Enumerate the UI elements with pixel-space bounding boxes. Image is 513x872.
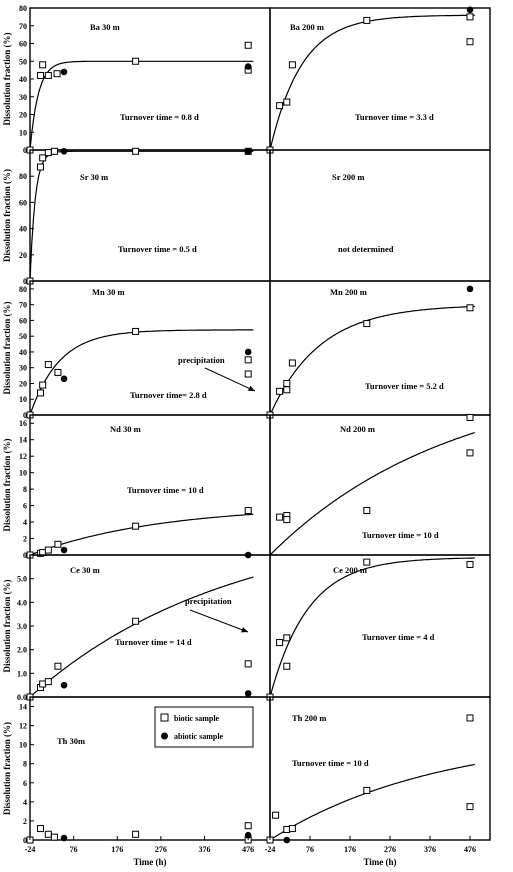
y-tick-label: 10: [19, 128, 27, 138]
x-tick-label: 276: [384, 845, 396, 854]
panel-mn-200-m: [267, 281, 490, 418]
panel-ce-200-m: [267, 555, 490, 700]
x-tick-label: -24: [264, 845, 276, 854]
panel-frame: [270, 555, 490, 697]
biotic-point: [40, 382, 46, 388]
y-tick-label: 14: [19, 702, 27, 712]
abiotic-point: [245, 349, 252, 356]
panel-frame: [270, 281, 490, 415]
precipitation-annotation: precipitation: [185, 596, 232, 606]
biotic-point: [133, 831, 139, 837]
y-tick-label: 1.0: [17, 669, 27, 679]
biotic-point: [364, 17, 370, 23]
biotic-point: [45, 831, 51, 837]
y-tick-label: 6: [23, 501, 27, 511]
legend-biotic-label: biotic sample: [174, 714, 220, 723]
panel-title: Nd 200 m: [340, 424, 375, 434]
y-axis-label: Dissolution fraction (%): [2, 722, 12, 815]
biotic-point: [45, 547, 51, 553]
y-tick-label: 20: [19, 110, 27, 120]
biotic-point: [37, 72, 43, 78]
abiotic-point: [61, 682, 68, 689]
biotic-point: [133, 58, 139, 64]
turnover-annotation: Turnover time = 4 d: [362, 632, 435, 642]
biotic-point: [289, 360, 295, 366]
y-tick-label: 70: [19, 21, 27, 31]
y-tick-label: 0: [23, 146, 27, 155]
legend-box: [155, 707, 253, 747]
y-tick-label: 40: [19, 75, 27, 84]
y-tick-label: 80: [19, 172, 27, 182]
y-axis-label: Dissolution fraction (%): [2, 438, 12, 532]
precipitation-arrow: [190, 610, 248, 632]
abiotic-point: [61, 69, 68, 76]
biotic-point: [51, 148, 57, 154]
y-tick-label: 12: [19, 721, 27, 731]
biotic-point: [37, 390, 43, 396]
biotic-point: [273, 812, 279, 818]
biotic-point: [45, 679, 51, 685]
fit-curve: [270, 765, 475, 841]
y-tick-label: 50: [19, 332, 27, 342]
panel-frame: [30, 555, 270, 697]
biotic-point: [51, 834, 57, 840]
biotic-point: [277, 640, 283, 646]
y-tick-label: 50: [19, 57, 27, 67]
x-tick-label: 176: [111, 845, 124, 854]
y-tick-label: 20: [19, 250, 27, 260]
biotic-point: [245, 661, 251, 667]
biotic-point: [467, 305, 473, 311]
biotic-point: [284, 99, 290, 105]
precipitation-annotation: precipitation: [178, 355, 225, 365]
x-tick-label: 476: [464, 845, 476, 854]
y-axis-label: Dissolution fraction (%): [2, 32, 12, 126]
legend: [155, 707, 253, 747]
turnover-annotation: Turnover time = 0.8 d: [120, 112, 199, 122]
fit-curve: [270, 15, 475, 150]
panel-sr-30-m: [19, 148, 270, 286]
biotic-point: [284, 663, 290, 669]
biotic-point: [40, 62, 46, 68]
y-axis-label: Dissolution fraction (%): [2, 169, 12, 262]
y-tick-label: 30: [19, 92, 27, 102]
x-axis-label: Time (h): [363, 857, 397, 867]
y-tick-label: 16: [19, 419, 27, 429]
y-tick-label: 70: [19, 300, 27, 310]
abiotic-point: [61, 148, 68, 155]
y-tick-label: 5.0: [17, 574, 27, 584]
biotic-point: [45, 150, 51, 156]
turnover-annotation: Turnover time = 10 d: [362, 530, 439, 540]
biotic-point: [133, 618, 139, 624]
biotic-point: [55, 663, 61, 669]
y-tick-label: 0: [23, 836, 27, 845]
biotic-point: [37, 826, 43, 832]
x-tick-label: 476: [242, 845, 255, 854]
y-tick-label: 60: [19, 316, 27, 326]
turnover-annotation: Turnover time = 0.5 d: [118, 244, 197, 254]
panel-ba-200-m: [267, 6, 490, 153]
panel-nd-30-m: [19, 415, 270, 560]
panel-mn-30-m: [19, 281, 270, 420]
x-tick-label: 176: [344, 845, 356, 854]
biotic-point: [277, 388, 283, 394]
biotic-point: [284, 387, 290, 393]
biotic-point: [277, 103, 283, 109]
y-axis-label: Dissolution fraction (%): [2, 301, 12, 395]
panel-frame: [30, 150, 270, 281]
biotic-point: [467, 715, 473, 721]
turnover-annotation: Turnover time= 2.8 d: [130, 390, 207, 400]
biotic-point: [289, 826, 295, 832]
y-tick-label: 10: [19, 395, 27, 405]
turnover-annotation: Turnover time = 10 d: [292, 758, 369, 768]
biotic-point: [55, 541, 61, 547]
panel-frame: [30, 8, 270, 150]
arrow-head: [241, 627, 248, 632]
y-tick-label: 4: [23, 518, 27, 528]
x-tick-label: -24: [24, 845, 36, 854]
y-tick-label: 2: [23, 816, 27, 826]
biotic-point: [289, 62, 295, 68]
y-tick-label: 60: [19, 39, 27, 49]
biotic-point: [284, 517, 290, 523]
abiotic-point: [245, 63, 252, 70]
y-tick-label: 10: [19, 468, 27, 478]
y-tick-label: 14: [19, 435, 27, 445]
panel-sr-200-m: [270, 150, 490, 281]
y-tick-label: 30: [19, 363, 27, 373]
y-tick-label: 0: [23, 411, 27, 420]
y-tick-label: 4.0: [17, 598, 27, 608]
biotic-point: [245, 508, 251, 514]
biotic-point: [40, 155, 46, 161]
biotic-point: [37, 164, 43, 170]
biotic-point: [364, 508, 370, 514]
turnover-annotation: Turnover time = 3.3 d: [355, 112, 434, 122]
biotic-point: [284, 635, 290, 641]
biotic-point: [45, 72, 51, 78]
y-tick-label: 3.0: [17, 622, 27, 631]
y-tick-label: 2.0: [17, 645, 27, 655]
panel-title: Th 30m: [57, 736, 86, 746]
y-tick-label: 80: [19, 284, 27, 294]
biotic-point: [467, 804, 473, 810]
biotic-point: [40, 681, 46, 687]
biotic-point: [45, 362, 51, 368]
y-tick-label: 0: [23, 551, 27, 560]
panel-title: Mn 30 m: [92, 287, 125, 297]
turnover-annotation: not determined: [338, 244, 394, 254]
abiotic-point: [284, 837, 291, 844]
panel-title: Sr 200 m: [332, 172, 365, 182]
panel-title: Ba 30 m: [90, 22, 120, 32]
panel-frame: [270, 150, 490, 281]
biotic-point: [467, 14, 473, 20]
y-tick-label: 12: [19, 452, 27, 462]
biotic-point: [133, 148, 139, 154]
x-tick-label: 76: [306, 845, 314, 854]
panel-title: Nd 30 m: [110, 424, 141, 434]
panel-title: Ce 200 m: [333, 565, 367, 575]
fit-curve: [30, 151, 253, 281]
x-tick-label: 76: [69, 845, 78, 854]
biotic-point: [245, 371, 251, 377]
panel-title: Ba 200 m: [290, 22, 324, 32]
biotic-point: [54, 71, 60, 77]
y-tick-label: 40: [19, 347, 27, 357]
biotic-point: [133, 328, 139, 334]
biotic-point: [284, 380, 290, 386]
abiotic-point: [245, 690, 252, 697]
x-tick-label: 376: [424, 845, 436, 854]
y-tick-label: 20: [19, 379, 27, 389]
x-tick-label: 376: [198, 845, 211, 854]
abiotic-point: [61, 375, 68, 382]
y-tick-label: 0.0: [17, 693, 27, 702]
biotic-point: [467, 450, 473, 456]
y-tick-label: 40: [19, 224, 27, 234]
x-tick-label: 276: [154, 845, 167, 854]
panel-title: Mn 200 m: [330, 287, 367, 297]
biotic-point: [364, 321, 370, 327]
abiotic-point: [245, 148, 252, 155]
turnover-annotation: Turnover time = 10 d: [127, 485, 204, 495]
turnover-annotation: Turnover time = 5.2 d: [365, 381, 444, 391]
panel-th-200-m: [267, 697, 490, 843]
fit-curve: [30, 330, 253, 415]
abiotic-point: [61, 547, 68, 554]
panel-title: Th 200 m: [292, 713, 327, 723]
biotic-point: [245, 357, 251, 363]
biotic-point: [55, 369, 61, 375]
biotic-point: [467, 414, 473, 420]
panel-ce-30-m: [17, 555, 270, 702]
biotic-point: [467, 561, 473, 567]
panel-title: Ce 30 m: [70, 565, 100, 575]
abiotic-point: [467, 286, 474, 293]
biotic-point: [245, 823, 251, 829]
biotic-point: [277, 514, 283, 520]
panel-title: Sr 30 m: [80, 172, 109, 182]
legend-abiotic-marker: [161, 733, 168, 740]
abiotic-point: [467, 6, 474, 13]
biotic-point: [364, 787, 370, 793]
y-tick-label: 8: [23, 759, 27, 769]
y-axis-label: Dissolution fraction (%): [2, 579, 12, 673]
biotic-point: [467, 39, 473, 45]
y-tick-label: 2: [23, 534, 27, 544]
y-tick-label: 80: [19, 4, 27, 13]
y-tick-label: 60: [19, 198, 27, 208]
turnover-annotation: Turnover time = 14 d: [115, 637, 192, 647]
fit-curve: [270, 307, 475, 416]
legend-biotic-marker: [161, 714, 168, 721]
biotic-point: [133, 523, 139, 529]
x-axis-label: Time (h): [133, 857, 167, 867]
y-tick-label: 8: [23, 485, 27, 495]
y-tick-label: 0: [23, 277, 27, 286]
legend-abiotic-label: abiotic sample: [174, 732, 224, 741]
abiotic-point: [61, 835, 68, 842]
biotic-point: [245, 42, 251, 48]
panel-ba-30-m: [19, 4, 270, 155]
fit-curve: [270, 558, 475, 697]
panel-nd-200-m: [270, 414, 490, 555]
y-tick-label: 6: [23, 778, 27, 788]
y-tick-label: 4: [23, 797, 27, 807]
y-tick-label: 10: [19, 740, 27, 750]
